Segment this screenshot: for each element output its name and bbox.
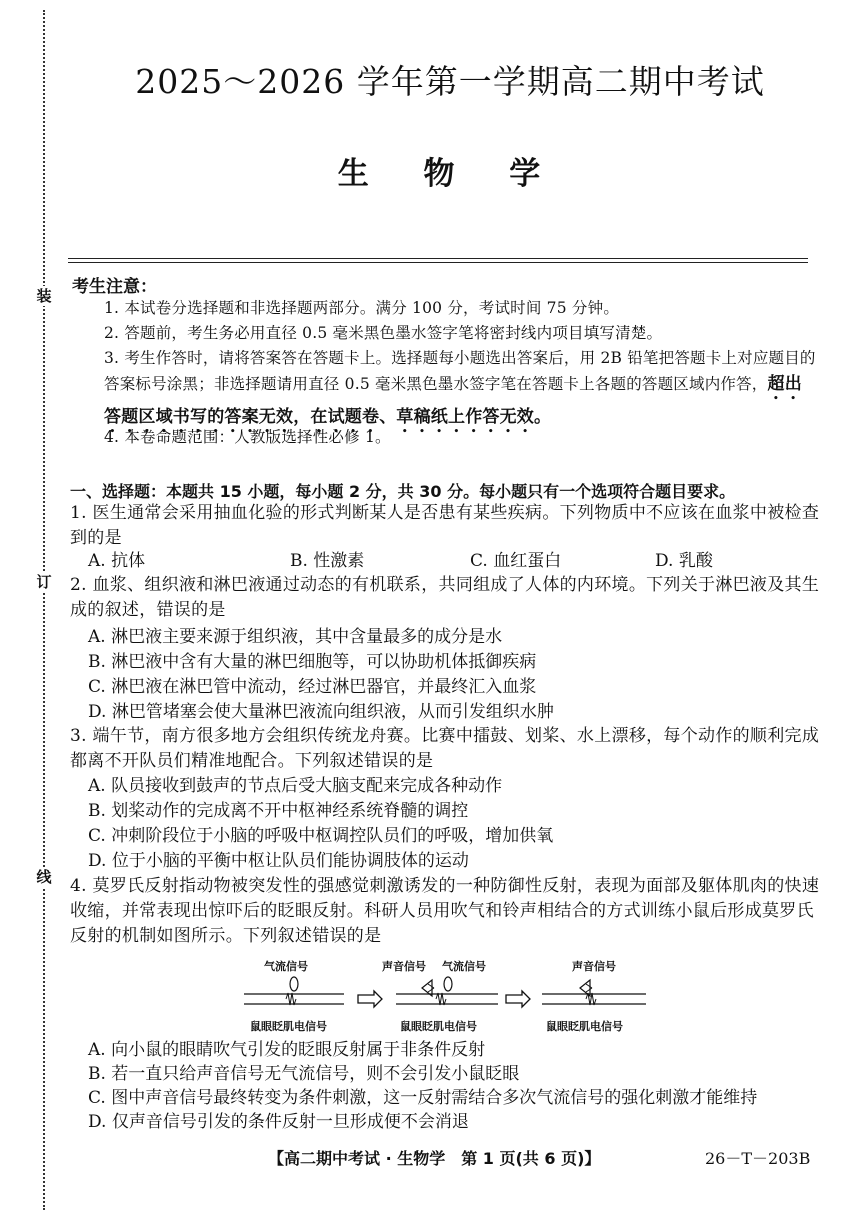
notice-item-3-text: 3. 考生作答时，请将答案答在答题卡上。选择题每小题选出答案后，用 2B 铅笔把答题卡上对应题目的答案标号涂黑；非选择题请用直径 0.5 毫米黑色墨水签字笔在答题卡上各题的答题区域内作答，	[104, 349, 816, 393]
question-3-stem: 3. 端午节，南方很多地方会组织传统龙舟赛。比赛中擂鼓、划桨、水上漂移，每个动作的顺利完成都离不开队员们精准地配合。下列叙述错误的是	[70, 726, 820, 771]
notice-item-3-emphasis: 超出答题区域书写的答案无效，在试题卷、草稿纸上作答无效。	[104, 374, 802, 427]
question-1-option-c: C. 血红蛋白	[470, 551, 562, 571]
notice-heading: 考生注意：	[72, 277, 157, 297]
panel-1-airflow-label: 气流信号	[264, 960, 308, 973]
question-4-option-b: B. 若一直只给声音信号无气流信号，则不会引发小鼠眨眼	[88, 1064, 520, 1084]
paper-code: 26－T－203B	[705, 1149, 811, 1168]
header-rule-top	[68, 258, 808, 259]
question-2-option-c: C. 淋巴液在淋巴管中流动，经过淋巴器官，并最终汇入血浆	[88, 677, 537, 697]
diagram-panel-2	[382, 959, 498, 1033]
diagram-panel-1	[244, 959, 344, 1033]
binding-dotted-line	[43, 10, 45, 1210]
question-3-option-c: C. 冲刺阶段位于小脑的呼吸中枢调控队员们的呼吸，增加供氧	[88, 826, 554, 846]
exam-title: 2025～2026 学年第一学期高二期中考试	[135, 62, 765, 101]
binding-char-bottom: 线	[34, 867, 54, 887]
binding-char-top: 装	[34, 286, 54, 306]
question-2-option-a: A. 淋巴液主要来源于组织液，其中含量最多的成分是水	[88, 627, 503, 647]
question-1-option-a: A. 抗体	[88, 551, 146, 571]
diagram-panel-3	[542, 959, 646, 1033]
panel-3-eye-signal-label: 鼠眼眨肌电信号	[546, 1020, 623, 1033]
question-1-option-b: B. 性激素	[290, 551, 365, 571]
diagram-arrow-2	[506, 991, 530, 1007]
question-2-option-d: D. 淋巴管堵塞会使大量淋巴液流向组织液，从而引发组织水肿	[88, 702, 554, 722]
notice-item-1: 1. 本试卷分选择题和非选择题两部分。满分 100 分，考试时间 75 分钟。	[104, 299, 620, 317]
question-3-option-a: A. 队员接收到鼓声的节点后受大脑支配来完成各种动作	[88, 776, 503, 796]
binding-char-middle: 订	[34, 572, 54, 592]
question-4-option-d: D. 仅声音信号引发的条件反射一旦形成便不会消退	[88, 1112, 469, 1132]
question-3-option-d: D. 位于小脑的平衡中枢让队员们能协调肢体的运动	[88, 851, 469, 871]
reflex-training-diagram	[240, 958, 660, 1038]
notice-item-4: 4. 本卷命题范围：人教版选择性必修 1。	[104, 428, 391, 446]
subject-title: 生 物 学	[337, 156, 563, 192]
question-1-stem: 1. 医生通常会采用抽血化验的形式判断某人是否患有某些疾病。下列物质中不应该在血浆中被检查到的是	[70, 503, 820, 548]
header-rule-bottom	[68, 262, 808, 263]
question-4-option-a: A. 向小鼠的眼睛吹气引发的眨眼反射属于非条件反射	[88, 1040, 486, 1060]
notice-item-2: 2. 答题前，考生务必用直径 0.5 毫米黑色墨水签字笔将密封线内项目填写清楚。	[104, 324, 663, 342]
panel-3-sound-label: 声音信号	[572, 960, 616, 973]
diagram-arrow-1	[358, 991, 382, 1007]
panel-1-eye-signal-label: 鼠眼眨肌电信号	[250, 1020, 327, 1033]
question-4-option-c: C. 图中声音信号最终转变为条件刺激，这一反射需结合多次气流信号的强化刺激才能维持	[88, 1088, 758, 1108]
question-1-option-d: D. 乳酸	[655, 551, 713, 571]
panel-2-sound-label: 声音信号	[382, 960, 426, 973]
question-2-option-b: B. 淋巴液中含有大量的淋巴细胞等，可以协助机体抵御疾病	[88, 652, 537, 672]
page-footer: 【高二期中考试 · 生物学 第 1 页(共 6 页)】	[268, 1149, 601, 1168]
question-4-stem: 4. 莫罗氏反射指动物被突发性的强感觉刺激诱发的一种防御性反射，表现为面部及躯体肌肉的快速收缩，并常表现出惊吓后的眨眼反射。科研人员用吹气和铃声相结合的方式训练小鼠后形成莫罗氏反射的机制如图所示。下列叙述错误的是	[70, 876, 820, 946]
panel-2-eye-signal-label: 鼠眼眨肌电信号	[400, 1020, 477, 1033]
question-2-stem: 2. 血浆、组织液和淋巴液通过动态的有机联系，共同组成了人体的内环境。下列关于淋巴液及其生成的叙述，错误的是	[70, 575, 820, 620]
panel-2-airflow-label: 气流信号	[442, 960, 486, 973]
section-heading: 一、选择题：本题共 15 小题，每小题 2 分，共 30 分。每小题只有一个选项符合题目要求。	[70, 482, 736, 501]
question-3-option-b: B. 划桨动作的完成离不开中枢神经系统脊髓的调控	[88, 801, 469, 821]
